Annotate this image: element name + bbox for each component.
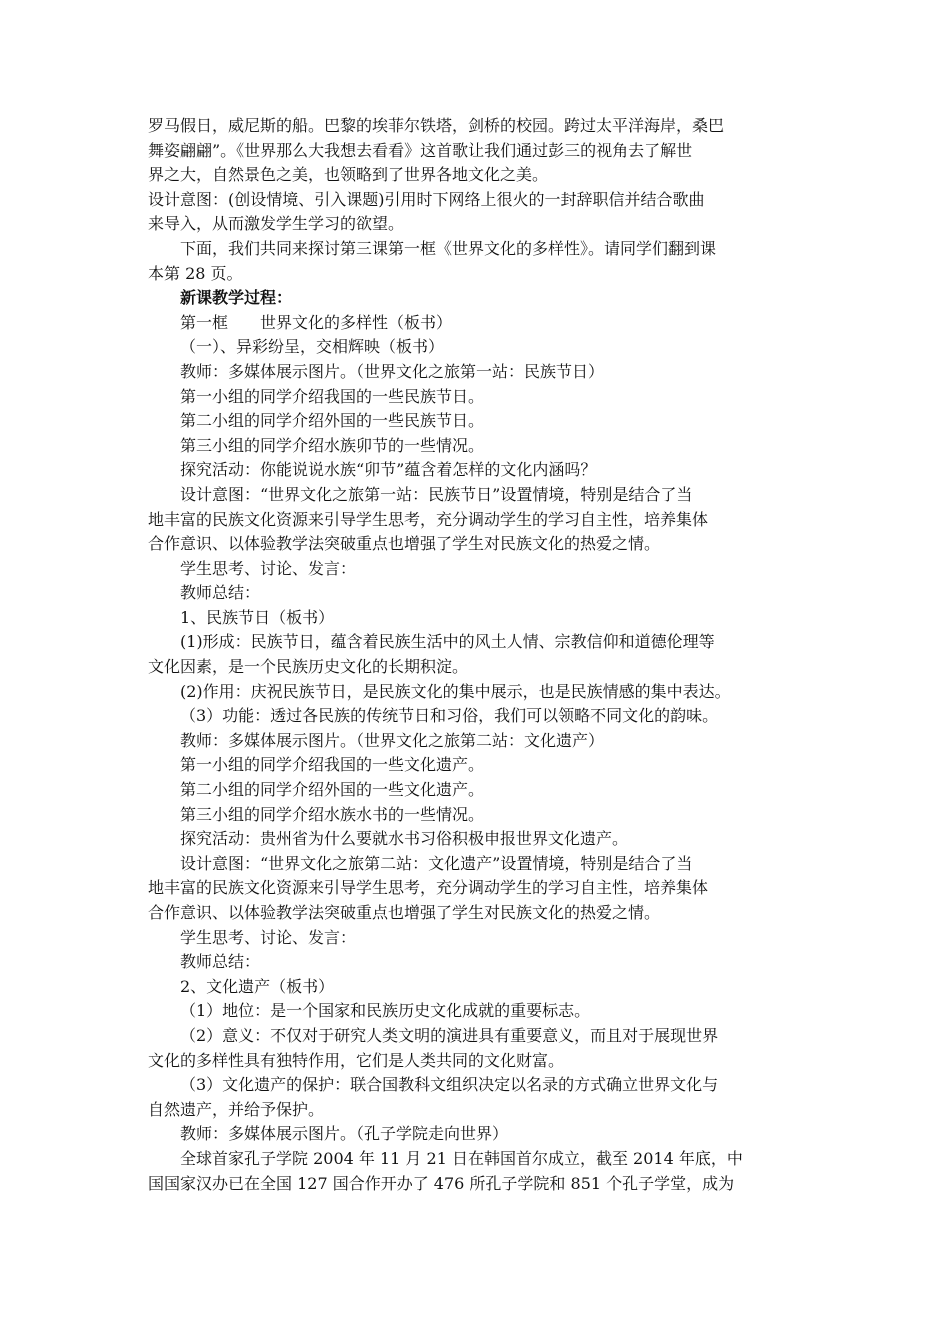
paragraph-line: 第三小组的同学介绍水族卯节的一些情况。 [180,435,485,455]
paragraph-line: 设计意图：(创设情境、引入课题)引用时下网络上很火的一封辞职信并结合歌曲 [148,189,705,209]
paragraph-line: 教师：多媒体展示图片。（世界文化之旅第一站：民族节日） [180,361,605,381]
paragraph-line: 合作意识、以体验教学法突破重点也增强了学生对民族文化的热爱之情。 [148,534,661,554]
paragraph-line: 文化的多样性具有独特作用，它们是人类共同的文化财富。 [148,1050,565,1070]
document-body [148,114,808,1196]
paragraph-line: 罗马假日，威尼斯的船。巴黎的埃菲尔铁塔，剑桥的校园。跨过太平洋海岸，桑巴 [148,116,725,135]
paragraph-line: 全球首家孔子学院 2004 年 11 月 21 日在韩国首尔成立，截至 2014 年底，中 [180,1148,743,1168]
paragraph-line: 设计意图：“世界文化之旅第一站：民族节日”设置情境，特别是结合了当 [180,484,693,504]
paragraph-line: 教师总结： [180,583,261,603]
paragraph-line: 探究活动：你能说说水族“卯节”蕴含着怎样的文化内涵吗？ [180,460,597,480]
paragraph-line: （3）文化遗产的保护：联合国教科文组织决定以名录的方式确立世界文化与 [180,1075,719,1095]
paragraph-line: 界之大，自然景色之美，也领略到了世界各地文化之美。 [148,165,549,185]
paragraph-line: 第一小组的同学介绍我国的一些民族节日。 [180,386,485,406]
paragraph-line: 舞姿翩翩”。《世界那么大我想去看看》这首歌让我们通过彭三的视角去了解世 [148,140,693,160]
paragraph-line: 教师总结： [180,952,261,972]
section-heading: 新课教学过程： [180,288,293,308]
paragraph-line: 学生思考、讨论、发言： [180,927,357,947]
paragraph-line: 学生思考、讨论、发言： [180,558,357,578]
paragraph-line: 第三小组的同学介绍水族水书的一些情况。 [180,804,485,824]
paragraph-line: (2)作用：庆祝民族节日，是民族文化的集中展示，也是民族情感的集中表达。 [180,681,731,701]
paragraph-line: 自然遗产，并给予保护。 [148,1099,325,1119]
paragraph-line: 地丰富的民族文化资源来引导学生思考，充分调动学生的学习自主性，培养集体 [148,509,709,529]
paragraph-line: 设计意图：“世界文化之旅第二站：文化遗产”设置情境，特别是结合了当 [180,853,693,873]
paragraph-line: 文化因素，是一个民族历史文化的长期积淀。 [148,657,469,677]
paragraph-line: (1)形成：民族节日，蕴含着民族生活中的风土人情、宗教信仰和道德伦理等 [180,632,715,652]
paragraph-line: （1）地位：是一个国家和民族历史文化成就的重要标志。 [180,1001,591,1021]
paragraph-line: 合作意识、以体验教学法突破重点也增强了学生对民族文化的热爱之情。 [148,903,661,922]
paragraph-line: （一）、异彩纷呈，交相辉映（板书） [180,337,445,357]
paragraph-line: 1、民族节日（板书） [180,607,335,627]
paragraph-line: 2、文化遗产（板书） [180,976,335,996]
paragraph-line: （2）意义：不仅对于研究人类文明的演进具有重要意义，而且对于展现世界 [180,1025,719,1045]
paragraph-line: 第二小组的同学介绍外国的一些文化遗产。 [180,780,485,800]
paragraph-line: 教师：多媒体展示图片。（孔子学院走向世界） [180,1124,509,1144]
paragraph-line: 国国家汉办已在全国 127 国合作开办了 476 所孔子学院和 851 个孔子学堂，成为 [148,1173,735,1193]
paragraph-line: 第二小组的同学介绍外国的一些民族节日。 [180,411,485,431]
paragraph-line: （3）功能：透过各民族的传统节日和习俗，我们可以领略不同文化的韵味。 [180,706,719,726]
paragraph-line: 本第 28 页。 [148,263,243,283]
paragraph-line: 第一框 世界文化的多样性（板书） [180,312,453,332]
paragraph-line: 地丰富的民族文化资源来引导学生思考，充分调动学生的学习自主性，培养集体 [148,878,709,898]
paragraph-line: 来导入，从而激发学生学习的欲望。 [148,214,405,234]
paragraph-line: 教师：多媒体展示图片。（世界文化之旅第二站：文化遗产） [180,730,605,750]
paragraph-line: 下面，我们共同来探讨第三课第一框《世界文化的多样性》。请同学们翻到课 [180,238,717,258]
paragraph-line: 第一小组的同学介绍我国的一些文化遗产。 [180,755,485,775]
paragraph-line: 探究活动：贵州省为什么要就水书习俗积极申报世界文化遗产。 [180,829,629,849]
